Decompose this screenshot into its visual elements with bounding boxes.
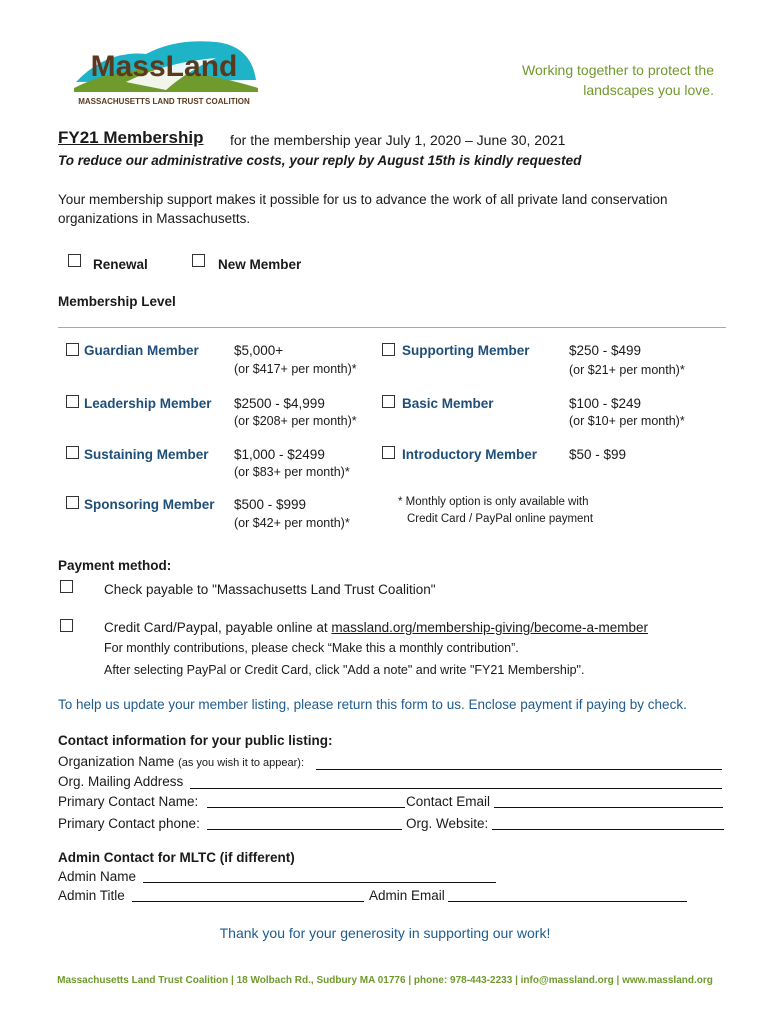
basic-checkbox[interactable] [382, 395, 395, 408]
leadership-label: Leadership Member [84, 396, 212, 411]
renewal-checkbox[interactable] [68, 254, 81, 267]
new-member-checkbox[interactable] [192, 254, 205, 267]
basic-monthly: (or $10+ per month)* [569, 414, 685, 428]
card-payment-label [104, 620, 648, 635]
reply-request: To reduce our administrative costs, your reply by August 15th is kindly requested [58, 153, 582, 168]
sustaining-checkbox[interactable] [66, 446, 79, 459]
sponsoring-price: $500 - $999 [234, 497, 307, 512]
primary-contact-label: Primary Contact Name: [58, 794, 199, 809]
introductory-price: $50 - $99 [569, 447, 627, 462]
tagline [522, 60, 714, 100]
sponsoring-monthly: (or $42+ per month)* [234, 516, 350, 530]
admin-email-field[interactable] [448, 887, 687, 902]
logo-graphic [66, 32, 262, 108]
guardian-label: Guardian Member [84, 343, 199, 358]
supporting-monthly: (or $21+ per month)* [569, 363, 685, 377]
card-note-monthly: For monthly contributions, please check “Make this a monthly contribution”. [104, 641, 519, 655]
membership-level-heading: Membership Level [58, 294, 176, 309]
contact-heading: Contact information for your public listing: [58, 733, 333, 748]
contact-phone-field[interactable] [207, 815, 402, 830]
org-name-text: Organization Name [58, 754, 175, 769]
admin-name-field[interactable] [143, 868, 496, 883]
form-title: FY21 Membership [58, 128, 204, 147]
card-payment-prefix: Credit Card/Paypal, payable online at [104, 620, 332, 635]
membership-year: for the membership year July 1, 2020 – June 30, 2021 [230, 132, 566, 148]
new-member-label: New Member [218, 257, 302, 272]
admin-name-label: Admin Name [58, 869, 137, 884]
website-label: Org. Website: [406, 816, 489, 831]
leadership-price: $2500 - $4,999 [234, 396, 325, 411]
membership-link[interactable]: massland.org/membership-giving/become-a-member [331, 620, 649, 635]
massland-logo [66, 32, 262, 108]
admin-heading: Admin Contact for MLTC (if different) [58, 850, 295, 865]
footer-contact-info: Massachusetts Land Trust Coalition | 18 Wolbach Rd., Sudbury MA 01776 | phone: 978-443-2233 | info@massland.org | www.massland.org [57, 975, 713, 986]
intro-text: Your membership support makes it possible for us to advance the work of all private land conservation organizations in Massachusetts. [58, 192, 668, 226]
primary-contact-field[interactable] [207, 793, 405, 808]
guardian-price: $5,000+ [234, 343, 284, 358]
leadership-checkbox[interactable] [66, 395, 79, 408]
logo-subtitle: MASSACHUSETTS LAND TRUST COALITION [78, 97, 250, 106]
tagline-line1: Working together to protect the [522, 62, 714, 78]
leadership-monthly: (or $208+ per month)* [234, 414, 357, 428]
website-field[interactable] [492, 815, 724, 830]
mailing-address-label: Org. Mailing Address [58, 774, 184, 789]
logo-name: MassLand [90, 50, 238, 83]
org-name-hint: (as you wish it to appear): [178, 757, 305, 769]
monthly-note-line1: * Monthly option is only available with [398, 496, 589, 508]
mailing-address-field[interactable] [190, 774, 722, 789]
sustaining-label: Sustaining Member [84, 447, 209, 462]
admin-email-label: Admin Email [369, 888, 445, 903]
admin-title-field[interactable] [132, 887, 364, 902]
renewal-label: Renewal [93, 257, 148, 272]
card-note-paypal: After selecting PayPal or Credit Card, click "Add a note" and write "FY21 Membership". [104, 663, 585, 677]
card-payment-checkbox[interactable] [60, 619, 73, 632]
supporting-label: Supporting Member [402, 343, 530, 358]
sustaining-monthly: (or $83+ per month)* [234, 465, 350, 479]
payment-heading: Payment method: [58, 558, 172, 573]
check-payment-label: Check payable to "Massachusetts Land Trust Coalition" [104, 582, 436, 597]
org-name-label [58, 754, 304, 769]
sponsoring-checkbox[interactable] [66, 496, 79, 509]
introductory-label: Introductory Member [402, 447, 538, 462]
monthly-note-line2: Credit Card / PayPal online payment [407, 513, 594, 525]
levels-divider [58, 327, 726, 328]
org-name-field[interactable] [316, 755, 722, 770]
admin-title-label: Admin Title [58, 888, 125, 903]
contact-phone-label: Primary Contact phone: [58, 816, 200, 831]
tagline-line2: landscapes you love. [583, 82, 714, 98]
sponsoring-label: Sponsoring Member [84, 497, 215, 512]
guardian-monthly: (or $417+ per month)* [234, 362, 357, 376]
basic-label: Basic Member [402, 396, 494, 411]
basic-price: $100 - $249 [569, 396, 642, 411]
update-listing-note: To help us update your member listing, please return this form to us. Enclose payment if paying by check. [58, 697, 687, 712]
supporting-price: $250 - $499 [569, 343, 642, 358]
introductory-checkbox[interactable] [382, 446, 395, 459]
contact-email-field[interactable] [494, 793, 723, 808]
supporting-checkbox[interactable] [382, 343, 395, 356]
thank-you-message: Thank you for your generosity in supporting our work! [219, 925, 551, 941]
sustaining-price: $1,000 - $2499 [234, 447, 325, 462]
guardian-checkbox[interactable] [66, 343, 79, 356]
check-payment-checkbox[interactable] [60, 580, 73, 593]
contact-email-label: Contact Email [406, 794, 491, 809]
